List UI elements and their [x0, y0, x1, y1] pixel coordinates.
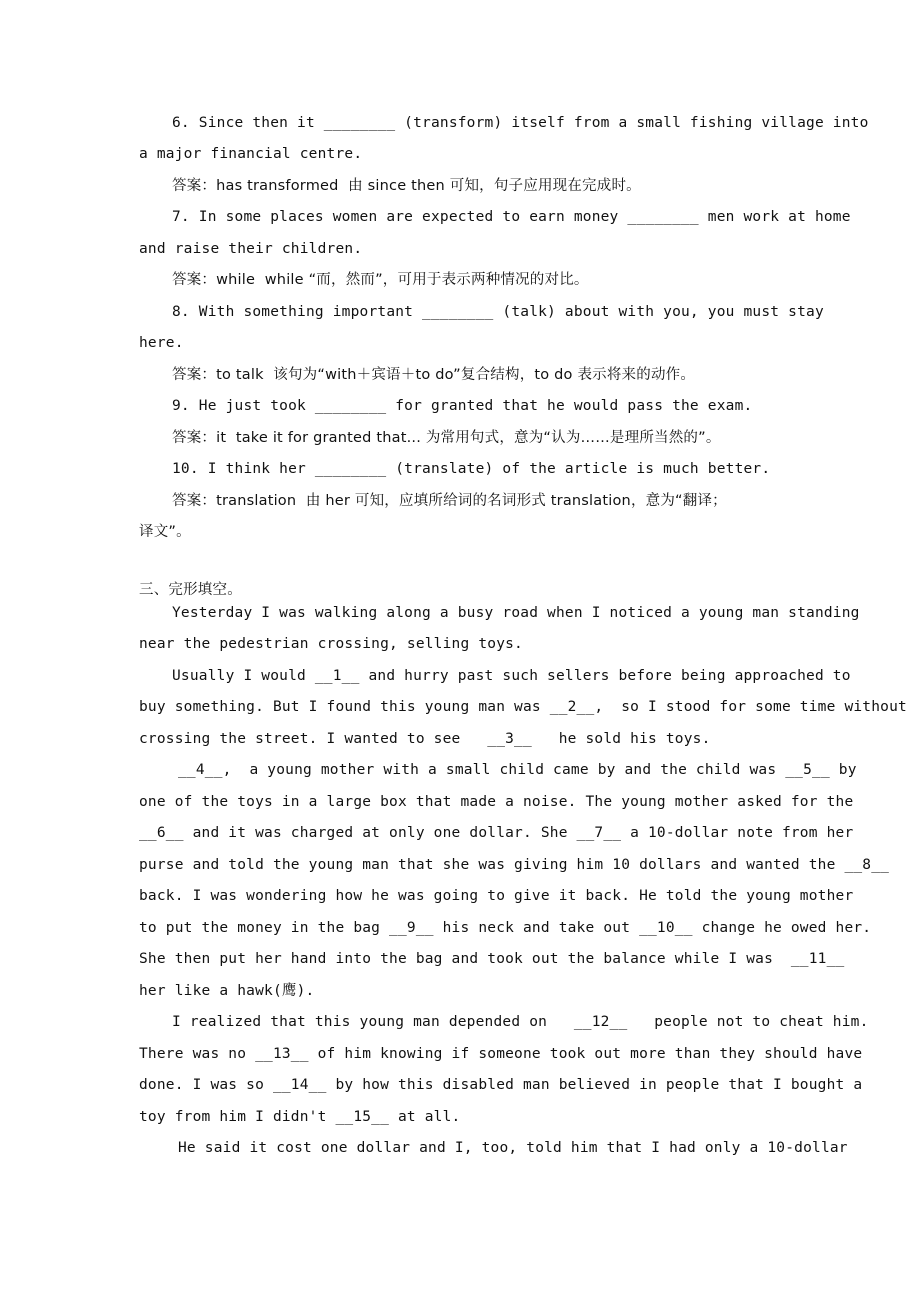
cloze-line: done. I was so __14__ by how this disabled man believed in people that I bought a — [139, 1077, 863, 1093]
cloze-line: near the pedestrian crossing, selling toys. — [139, 636, 523, 652]
section-title: 三、完形填空。 — [139, 582, 242, 598]
cloze-line: __4__, a young mother with a small child came by and the child was __5__ by — [178, 762, 857, 778]
cloze-line: one of the toys in a large box that made a noise. The young mother asked for the — [139, 794, 854, 810]
cloze-line: to put the money in the bag __9__ his neck and take out __10__ change he owed her. — [139, 920, 872, 936]
answer-6: 答案：has transformed 由 since then 可知，句子应用现在完成时。 — [172, 178, 641, 194]
question-8-line-2: here. — [139, 335, 184, 351]
question-8-line-1: 8. With something important ________ (talk) about with you, you must stay — [172, 304, 824, 320]
cloze-line: There was no __13__ of him knowing if someone took out more than they should have — [139, 1046, 863, 1062]
cloze-line: He said it cost one dollar and I, too, told him that I had only a 10-dollar — [178, 1140, 848, 1156]
cloze-line: She then put her hand into the bag and took out the balance while I was __11__ — [139, 951, 845, 967]
answer-7: 答案：while while “而，然而”，可用于表示两种情况的对比。 — [172, 272, 589, 288]
answer-10-continued: 译文”。 — [139, 524, 191, 540]
cloze-line: __6__ and it was charged at only one dollar. She __7__ a 10-dollar note from her — [139, 825, 854, 841]
answer-9: 答案：it take it for granted that... 为常用句式，意为“认为……是理所当然的”。 — [172, 430, 721, 446]
question-9-line-1: 9. He just took ________ for granted that he would pass the exam. — [172, 398, 753, 414]
answer-10: 答案：translation 由 her 可知，应填所给词的名词形式 translation，意为“翻译； — [172, 493, 727, 509]
cloze-line: Yesterday I was walking along a busy road when I noticed a young man standing — [172, 605, 860, 621]
cloze-line: Usually I would __1__ and hurry past such sellers before being approached to — [172, 668, 851, 684]
cloze-line: toy from him I didn't __15__ at all. — [139, 1109, 461, 1125]
cloze-line: crossing the street. I wanted to see __3__ he sold his toys. — [139, 731, 711, 747]
question-6-line-2: a major financial centre. — [139, 146, 363, 162]
cloze-line: buy something. But I found this young man was __2__, so I stood for some time without — [139, 699, 907, 715]
question-6-line-1: 6. Since then it ________ (transform) itself from a small fishing village into — [172, 115, 869, 131]
question-7-line-1: 7. In some places women are expected to earn money ________ men work at home — [172, 209, 851, 225]
question-7-line-2: and raise their children. — [139, 241, 363, 257]
cloze-line: back. I was wondering how he was going to give it back. He told the young mother — [139, 888, 854, 904]
cloze-line: her like a hawk(鹰). — [139, 983, 315, 999]
cloze-line: I realized that this young man depended on __12__ people not to cheat him. — [172, 1014, 869, 1030]
cloze-line: purse and told the young man that she was giving him 10 dollars and wanted the __8__ — [139, 857, 890, 873]
answer-8: 答案：to talk 该句为“with＋宾语＋to do”复合结构，to do 表示将来的动作。 — [172, 367, 696, 383]
question-10-line-1: 10. I think her ________ (translate) of the article is much better. — [172, 461, 771, 477]
